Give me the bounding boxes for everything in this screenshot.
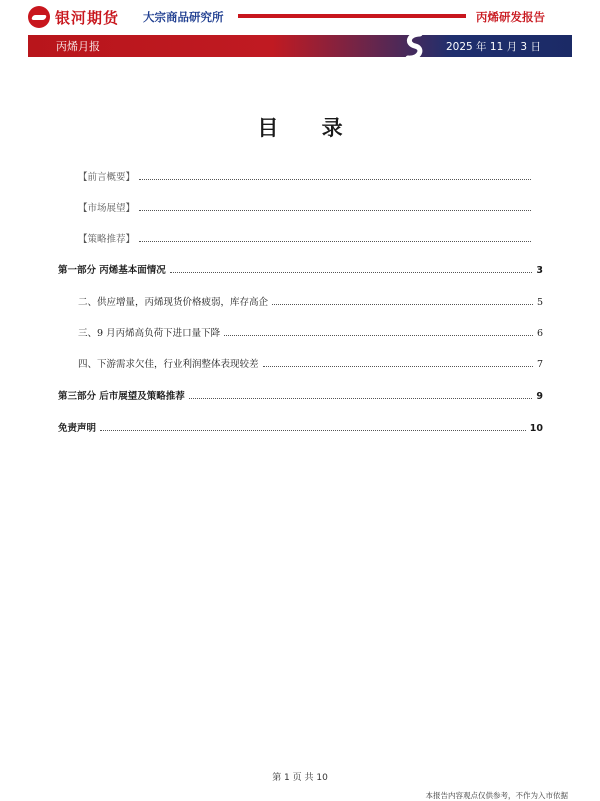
report-date: 2025 年 11 月 3 日: [446, 41, 541, 53]
toc-leader: [139, 241, 531, 242]
toc-entry-part3[interactable]: [58, 388, 543, 402]
toc-entry-page: 7: [536, 359, 543, 370]
toc-entry-label: 免责声明: [58, 423, 97, 434]
footer-disclaimer: 本报告内容观点仅供参考，不作为入市依据: [425, 791, 568, 800]
toc-entry-label: 三、9 月丙烯高负荷下进口量下降: [78, 328, 221, 339]
toc-entry-page: 9: [536, 391, 543, 402]
toc-entry-page: 6: [536, 328, 543, 339]
toc-leader: [263, 366, 533, 367]
toc-leader: [139, 179, 531, 180]
galaxy-logo-icon: [28, 6, 50, 28]
toc-entry-part1[interactable]: [58, 262, 543, 276]
toc-entry-label: 二、供应增量，丙烯现货价格疲弱，库存高企: [78, 297, 269, 308]
toc-entry-page: 3: [536, 265, 543, 276]
toc-entry-section2[interactable]: [78, 294, 543, 308]
institute-name: 大宗商品研究所: [143, 10, 224, 24]
toc-entry-label: 第三部分 后市展望及策略推荐: [58, 391, 185, 402]
toc-leader: [224, 335, 533, 336]
header-divider: [238, 14, 466, 18]
logo-text: 银河期货: [55, 8, 120, 27]
toc-leader: [272, 304, 533, 305]
report-type: 丙烯研发报告: [476, 10, 545, 24]
toc-leader: [100, 430, 526, 431]
toc-entry-section3[interactable]: [78, 325, 543, 339]
page-indicator: 第 1 页 共 10: [272, 773, 328, 783]
toc-entry-page: 10: [529, 423, 543, 434]
toc-entry-preface[interactable]: [78, 169, 541, 183]
toc-entry-label: 【策略推荐】: [78, 234, 136, 245]
toc-entry-strategy[interactable]: [78, 231, 541, 245]
swoosh-icon: [400, 35, 430, 57]
toc-entry-label: 四、下游需求欠佳，行业利润整体表现较差: [78, 359, 259, 370]
report-series: 丙烯月报: [56, 40, 100, 53]
header-banner: [28, 35, 572, 57]
toc-entry-section4[interactable]: [78, 356, 543, 370]
toc-leader: [189, 398, 533, 399]
toc-entry-page: 5: [536, 297, 543, 308]
toc-entry-label: 第一部分 丙烯基本面情况: [58, 265, 166, 276]
toc-leader: [139, 210, 531, 211]
toc-leader: [170, 272, 533, 273]
toc-title: 目 录: [257, 116, 361, 140]
brand-logo: [28, 5, 119, 29]
toc-entry-disclaimer[interactable]: [58, 420, 543, 434]
toc-entry-outlook[interactable]: [78, 200, 541, 214]
toc-entry-label: 【前言概要】: [78, 172, 136, 183]
toc-entry-label: 【市场展望】: [78, 203, 136, 214]
